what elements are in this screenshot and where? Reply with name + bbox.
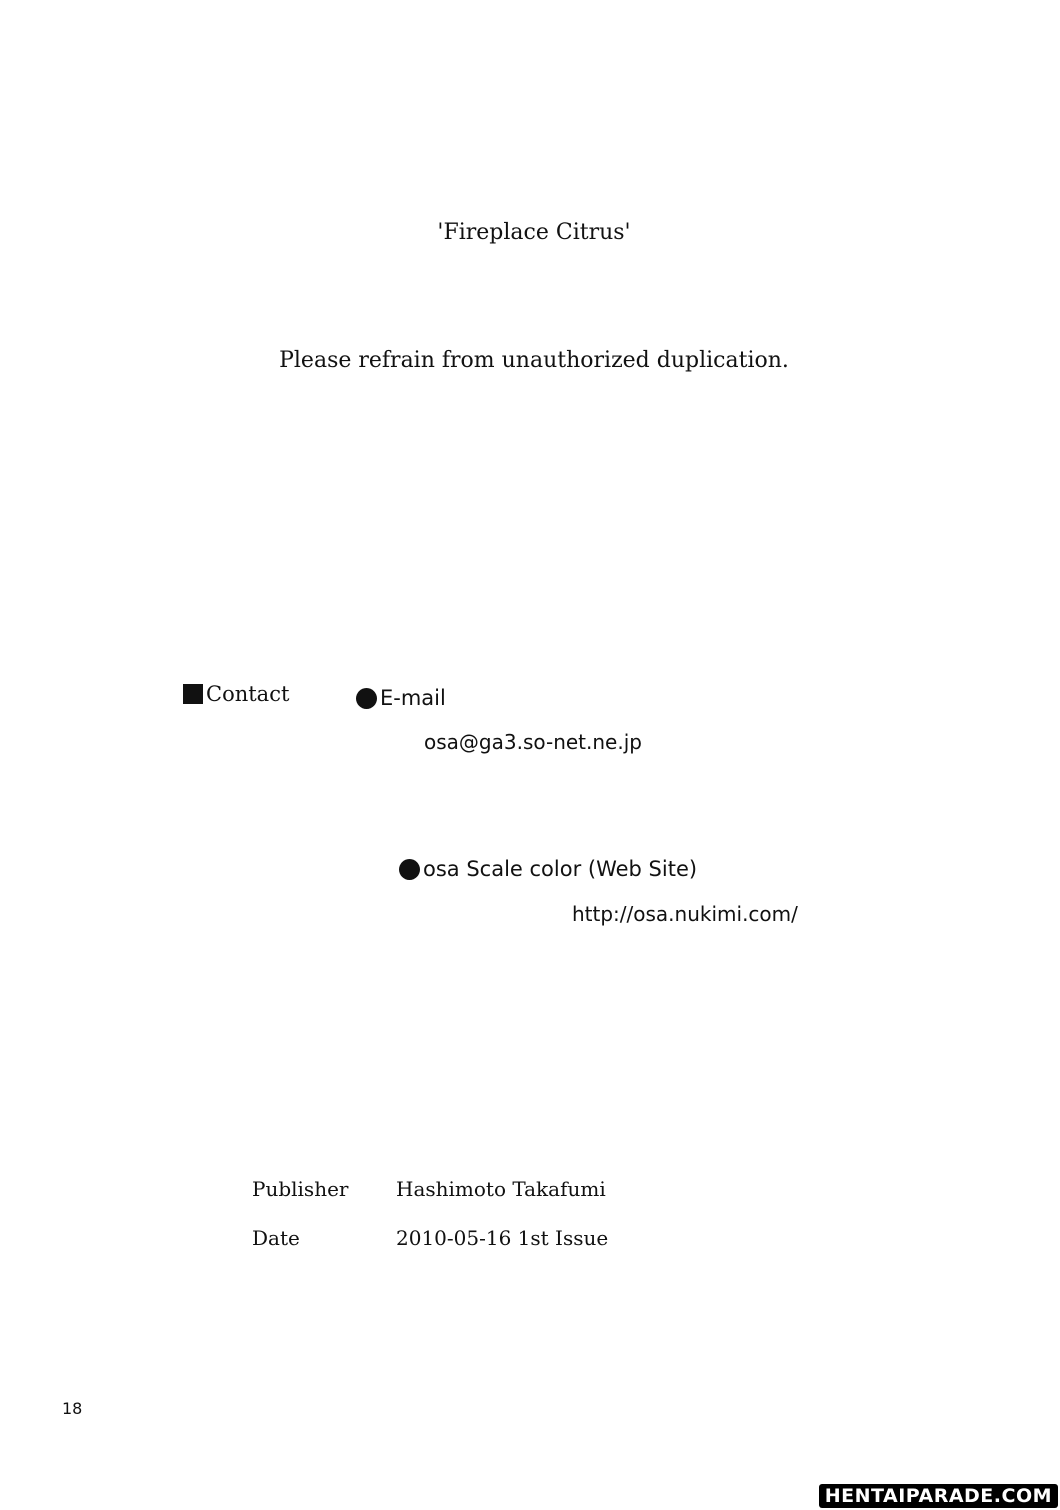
dot-bullet-icon (399, 859, 420, 880)
watermark-logo (819, 1484, 1058, 1508)
contact-heading (183, 682, 289, 706)
square-bullet-icon (183, 684, 203, 704)
website-url: http://osa.nukimi.com/ (572, 902, 798, 926)
date-row (252, 1226, 608, 1250)
email-address: osa@ga3.so-net.ne.jp (424, 730, 642, 754)
email-label: E-mail (380, 686, 446, 710)
publisher-value: Hashimoto Takafumi (396, 1177, 606, 1201)
page-number: 18 (62, 1399, 83, 1418)
book-title: 'Fireplace Citrus' (437, 220, 631, 245)
website-label: osa Scale color (Web Site) (423, 857, 698, 881)
publisher-row (252, 1177, 606, 1201)
copyright-notice: Please refrain from unauthorized duplication. (279, 348, 789, 373)
website-heading (399, 857, 697, 881)
dot-bullet-icon (356, 688, 377, 709)
watermark-text: HENTAIPARADE.COM (824, 1485, 1052, 1507)
email-heading (356, 686, 446, 710)
contact-label: Contact (206, 682, 290, 706)
publisher-label: Publisher (252, 1177, 349, 1201)
date-value: 2010-05-16 1st Issue (396, 1226, 609, 1250)
date-label: Date (252, 1226, 300, 1250)
